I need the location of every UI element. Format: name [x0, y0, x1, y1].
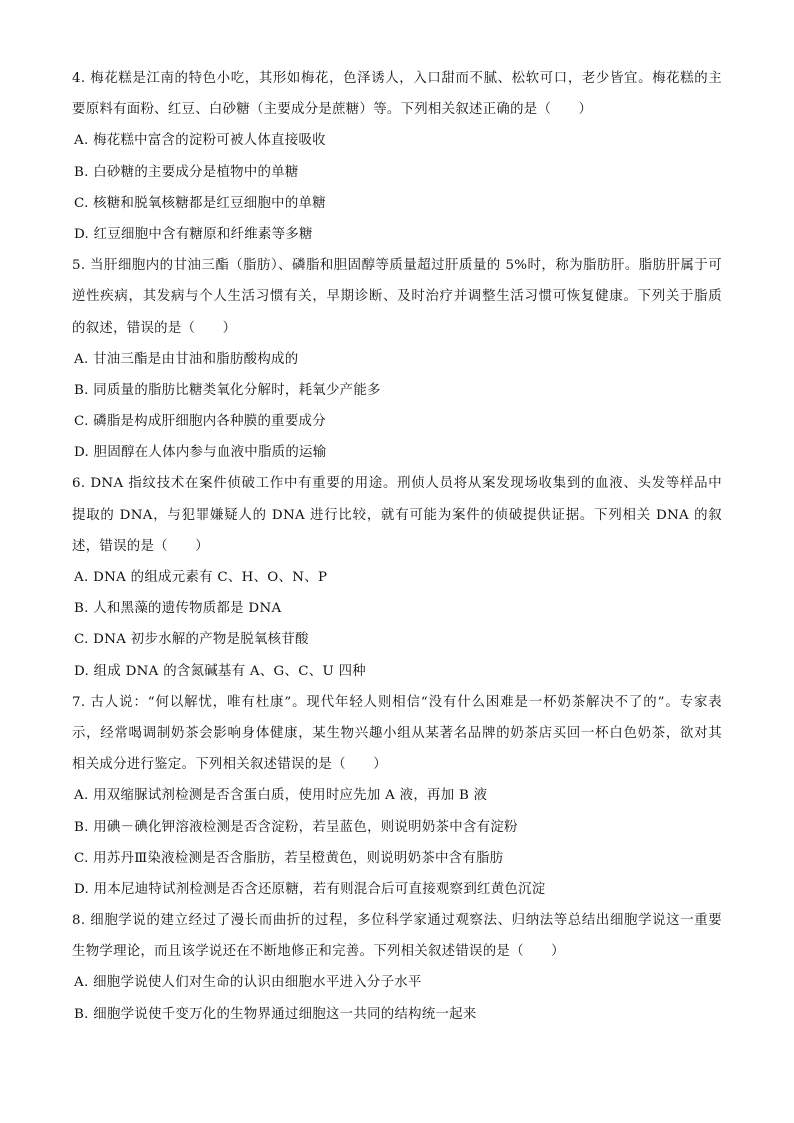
- question-stem: 示，经常喝调制奶茶会影响身体健康，某生物兴趣小组从某著名品牌的奶茶店买回一杯白色奶茶，欲对其: [72, 725, 722, 741]
- question-stem: 生物学理论，而且该学说还在不断地修正和完善。下列相关叙述错误的是（ ）: [72, 944, 565, 960]
- question-7: [72, 687, 722, 905]
- exam-page: [72, 63, 722, 1030]
- question-stem: 的叙述，错误的是（ ）: [72, 320, 237, 336]
- option-b: B. 同质量的脂肪比糖类氧化分解时，耗氧少产能多: [74, 382, 381, 398]
- question-4: [72, 63, 722, 250]
- question-stem: 述，错误的是（ ）: [72, 538, 209, 554]
- option-a: A. 梅花糕中富含的淀粉可被人体直接吸收: [74, 133, 326, 149]
- question-8: [72, 905, 722, 1030]
- option-d: D. 红豆细胞中含有糖原和纤维素等多糖: [74, 226, 313, 242]
- question-stem: 7. 古人说：“何以解忧，唯有杜康”。现代年轻人则相信“没有什么困难是一杯奶茶解决不了的”。专家表: [72, 694, 722, 710]
- question-6: [72, 468, 722, 686]
- question-stem: 6. DNA 指纹技术在案件侦破工作中有重要的用途。刑侦人员将从案发现场收集到的血液、头发等样品中: [72, 476, 722, 492]
- question-stem: 逆性疾病，其发病与个人生活习惯有关，早期诊断、及时治疗并调整生活习惯可恢复健康。下列关于脂质: [72, 289, 722, 305]
- option-d: D. 用本尼迪特试剂检测是否含还原糖，若有则混合后可直接观察到红黄色沉淀: [74, 881, 546, 897]
- option-b: B. 人和黑藻的遗传物质都是 DNA: [74, 601, 282, 617]
- question-stem: 5. 当肝细胞内的甘油三酯（脂肪）、磷脂和胆固醇等质量超过肝质量的 5%时，称为脂肪肝。脂肪肝属于可: [72, 258, 722, 274]
- option-a: A. 甘油三酯是由甘油和脂肪酸构成的: [74, 351, 299, 367]
- question-stem: 4. 梅花糕是江南的特色小吃，其形如梅花，色泽诱人，入口甜而不腻、松软可口，老少皆宜。梅花糕的主: [72, 71, 722, 86]
- option-c: C. DNA 初步水解的产物是脱氧核苷酸: [74, 632, 309, 648]
- question-5: [72, 250, 722, 468]
- question-stem: 提取的 DNA，与犯罪嫌疑人的 DNA 进行比较，就有可能为案件的侦破提供证据。下列相关 DNA 的叙: [72, 507, 722, 523]
- option-d: D. 组成 DNA 的含氮碱基有 A、G、C、U 四种: [74, 663, 366, 679]
- question-stem: 8. 细胞学说的建立经过了漫长而曲折的过程，多位科学家通过观察法、归纳法等总结出细胞学说这一重要: [72, 913, 722, 929]
- question-stem: 相关成分进行鉴定。下列相关叙述错误的是（ ）: [72, 757, 387, 773]
- option-a: A. DNA 的组成元素有 C、H、O、N、P: [74, 570, 328, 585]
- option-a: A. 细胞学说使人们对生命的认识由细胞水平进入分子水平: [74, 975, 422, 991]
- option-c: C. 核糖和脱氧核糖都是红豆细胞中的单糖: [74, 195, 326, 211]
- question-stem: 要原料有面粉、红豆、白砂糖（主要成分是蔗糖）等。下列相关叙述正确的是（ ）: [72, 102, 593, 118]
- option-d: D. 胆固醇在人体内参与血液中脂质的运输: [74, 445, 327, 461]
- option-a: A. 用双缩脲试剂检测是否含蛋白质，使用时应先加 A 液，再加 B 液: [74, 788, 488, 804]
- option-c: C. 用苏丹Ⅲ染液检测是否含脂肪，若呈橙黄色，则说明奶茶中含有脂肪: [74, 850, 504, 866]
- option-c: C. 磷脂是构成肝细胞内各种膜的重要成分: [74, 414, 326, 430]
- option-b: B. 白砂糖的主要成分是植物中的单糖: [74, 164, 299, 180]
- option-b: B. 用碘－碘化钾溶液检测是否含淀粉，若呈蓝色，则说明奶茶中含有淀粉: [74, 819, 518, 835]
- option-b: B. 细胞学说使千变万化的生物界通过细胞这一共同的结构统一起来: [74, 1006, 477, 1022]
